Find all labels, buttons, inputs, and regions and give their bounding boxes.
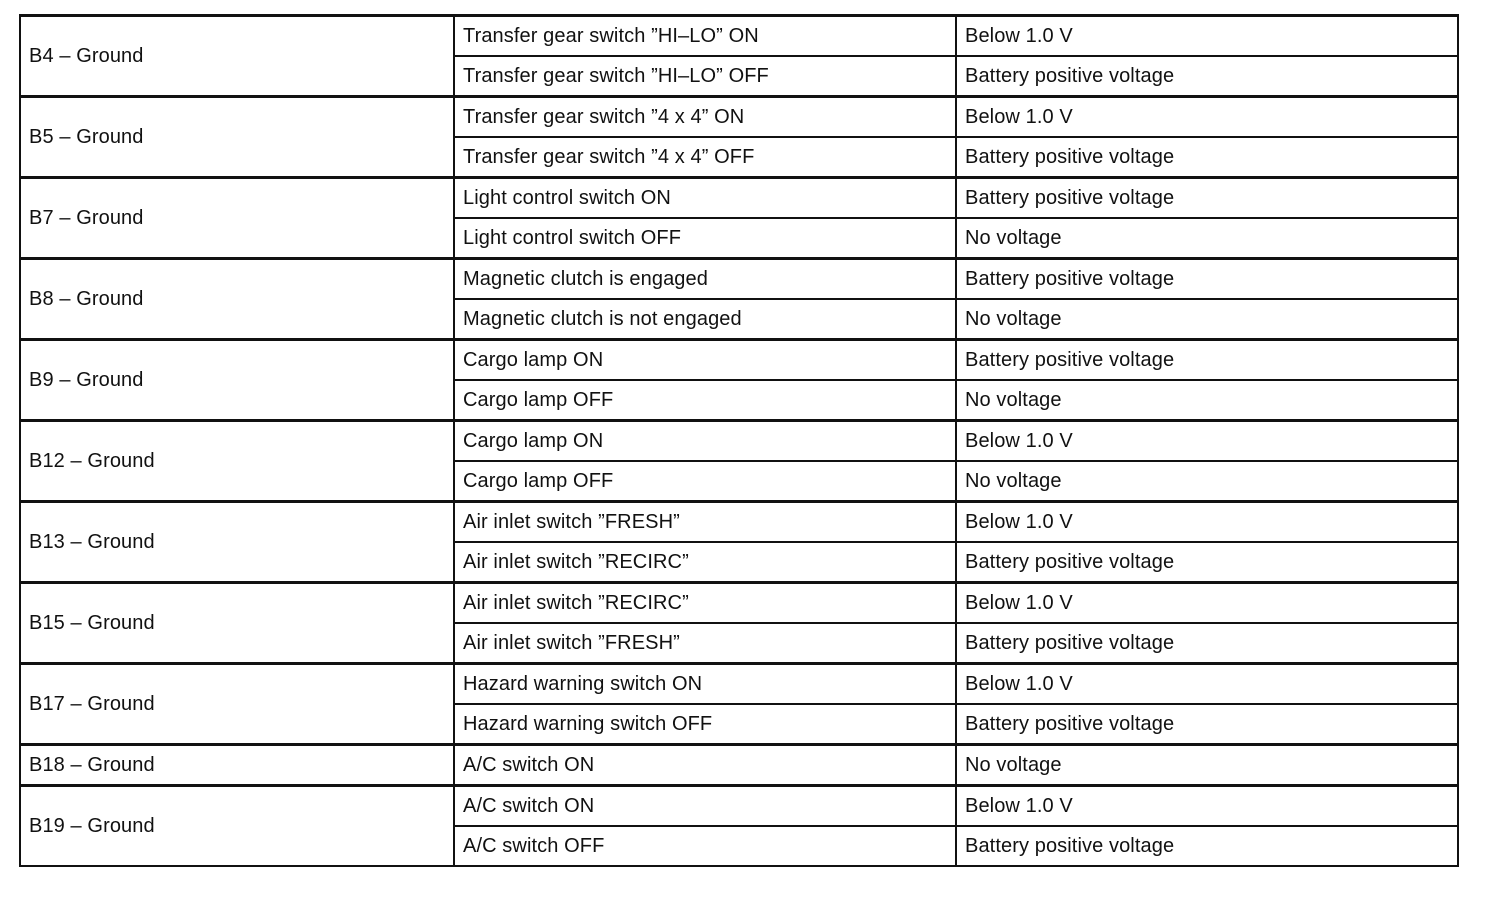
table-row xyxy=(20,583,1458,624)
specified-condition-cell: No voltage xyxy=(956,461,1458,502)
condition-cell: Cargo lamp OFF xyxy=(454,461,956,502)
specified-condition-cell: No voltage xyxy=(956,299,1458,340)
condition-cell: Cargo lamp ON xyxy=(454,421,956,462)
condition-cell: Hazard warning switch OFF xyxy=(454,704,956,745)
condition-cell: Magnetic clutch is not engaged xyxy=(454,299,956,340)
condition-cell: A/C switch ON xyxy=(454,786,956,827)
condition-cell: Cargo lamp OFF xyxy=(454,380,956,421)
specified-condition-cell: Battery positive voltage xyxy=(956,826,1458,866)
table-row xyxy=(20,97,1458,138)
table-row xyxy=(20,421,1458,462)
specified-condition-cell: Below 1.0 V xyxy=(956,664,1458,705)
specified-condition-cell: Below 1.0 V xyxy=(956,786,1458,827)
terminal-cell: B18 – Ground xyxy=(20,745,454,786)
condition-cell: Cargo lamp ON xyxy=(454,340,956,381)
condition-cell: Hazard warning switch ON xyxy=(454,664,956,705)
specified-condition-cell: Battery positive voltage xyxy=(956,704,1458,745)
condition-cell: Magnetic clutch is engaged xyxy=(454,259,956,300)
specified-condition-cell: No voltage xyxy=(956,218,1458,259)
condition-cell: Transfer gear switch ”HI–LO” ON xyxy=(454,16,956,57)
condition-cell: A/C switch OFF xyxy=(454,826,956,866)
specified-condition-cell: Battery positive voltage xyxy=(956,56,1458,97)
table-row xyxy=(20,16,1458,57)
condition-cell: Transfer gear switch ”4 x 4” ON xyxy=(454,97,956,138)
condition-cell: Air inlet switch ”RECIRC” xyxy=(454,583,956,624)
specified-condition-cell: Battery positive voltage xyxy=(956,178,1458,219)
condition-cell: Light control switch OFF xyxy=(454,218,956,259)
condition-cell: Air inlet switch ”FRESH” xyxy=(454,623,956,664)
terminal-cell: B9 – Ground xyxy=(20,340,454,421)
table-row xyxy=(20,178,1458,219)
specified-condition-cell: Below 1.0 V xyxy=(956,583,1458,624)
specified-condition-cell: No voltage xyxy=(956,380,1458,421)
table-row xyxy=(20,340,1458,381)
table-row xyxy=(20,786,1458,827)
terminal-cell: B19 – Ground xyxy=(20,786,454,867)
table-row xyxy=(20,502,1458,543)
condition-cell: Air inlet switch ”RECIRC” xyxy=(454,542,956,583)
terminal-cell: B13 – Ground xyxy=(20,502,454,583)
specified-condition-cell: Below 1.0 V xyxy=(956,97,1458,138)
terminal-cell: B4 – Ground xyxy=(20,16,454,97)
terminal-cell: B8 – Ground xyxy=(20,259,454,340)
table-body xyxy=(20,16,1458,867)
condition-cell: Air inlet switch ”FRESH” xyxy=(454,502,956,543)
condition-cell: Transfer gear switch ”4 x 4” OFF xyxy=(454,137,956,178)
specified-condition-cell: Below 1.0 V xyxy=(956,502,1458,543)
terminal-cell: B15 – Ground xyxy=(20,583,454,664)
specified-condition-cell: Battery positive voltage xyxy=(956,623,1458,664)
condition-cell: A/C switch ON xyxy=(454,745,956,786)
table-row xyxy=(20,259,1458,300)
specified-condition-cell: Below 1.0 V xyxy=(956,421,1458,462)
voltage-inspection-table xyxy=(19,14,1459,867)
specified-condition-cell: No voltage xyxy=(956,745,1458,786)
terminal-cell: B12 – Ground xyxy=(20,421,454,502)
condition-cell: Light control switch ON xyxy=(454,178,956,219)
table-row xyxy=(20,664,1458,705)
specified-condition-cell: Battery positive voltage xyxy=(956,137,1458,178)
specified-condition-cell: Battery positive voltage xyxy=(956,542,1458,583)
terminal-cell: B17 – Ground xyxy=(20,664,454,745)
terminal-cell: B5 – Ground xyxy=(20,97,454,178)
specified-condition-cell: Battery positive voltage xyxy=(956,259,1458,300)
table-row xyxy=(20,745,1458,786)
condition-cell: Transfer gear switch ”HI–LO” OFF xyxy=(454,56,956,97)
terminal-cell: B7 – Ground xyxy=(20,178,454,259)
specified-condition-cell: Below 1.0 V xyxy=(956,16,1458,57)
specified-condition-cell: Battery positive voltage xyxy=(956,340,1458,381)
